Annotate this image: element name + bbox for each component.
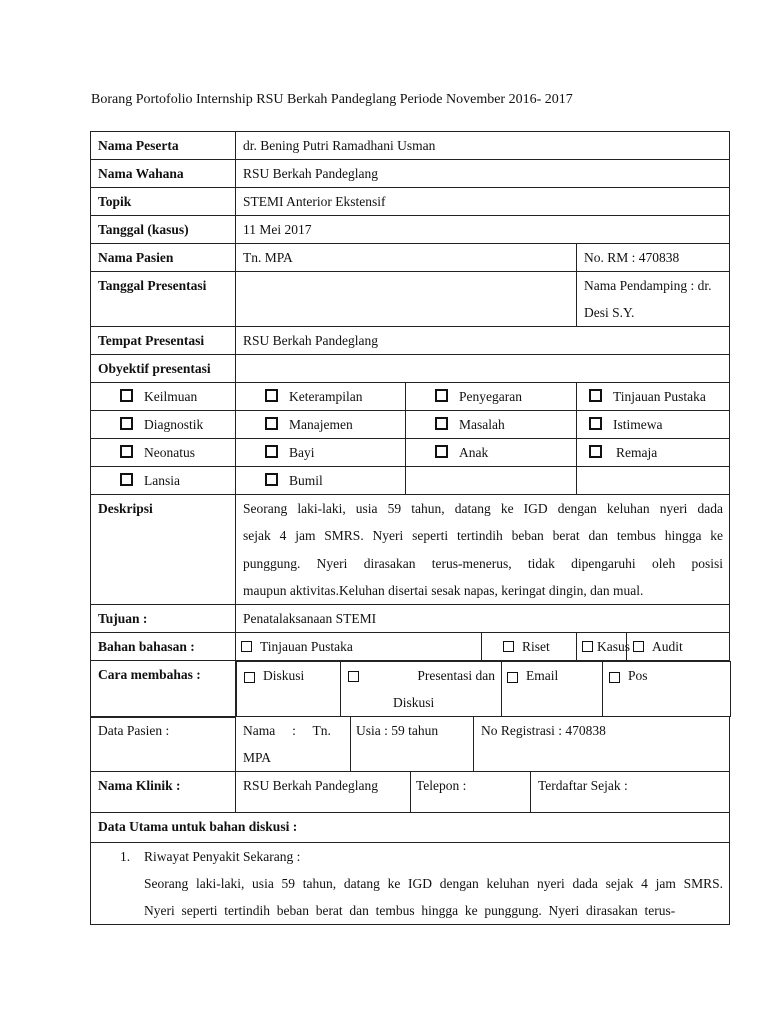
checkbox-remaja[interactable] <box>577 439 730 467</box>
data-pasien-label: Data Pasien : <box>91 717 236 772</box>
telepon: Telepon : <box>411 772 531 813</box>
deskripsi-text <box>236 495 730 605</box>
tujuan-label: Tujuan : <box>91 605 236 633</box>
checkbox-bahan-riset[interactable] <box>482 633 577 661</box>
tanggal-kasus-label: Tanggal (kasus) <box>91 216 236 244</box>
option-label: Email <box>526 668 559 684</box>
option-label: Masalah <box>459 417 505 432</box>
checkbox-icon[interactable] <box>120 473 133 486</box>
checkbox-bahan-tinjauan-pustaka[interactable] <box>236 633 482 661</box>
row-nama-pasien <box>91 244 730 272</box>
row-nama-peserta <box>91 132 730 160</box>
row-tujuan <box>91 605 730 633</box>
option-label: Anak <box>459 445 489 460</box>
deskripsi-line: maupun aktivitas.Keluhan disertai sesak napas, keringat dingin, dan mual. <box>243 582 644 598</box>
checkbox-bayi[interactable] <box>236 439 406 467</box>
option-label: Diskusi <box>263 668 305 684</box>
nama-wahana-label: Nama Wahana <box>91 160 236 188</box>
row-obyektif-4 <box>91 467 730 495</box>
nama-pendamping: Nama Pendamping : dr. Desi S.Y. <box>577 272 730 327</box>
checkbox-manajemen[interactable] <box>236 411 406 439</box>
row-topik <box>91 188 730 216</box>
checkbox-penyegaran[interactable] <box>406 383 577 411</box>
row-deskripsi <box>91 495 730 605</box>
checkbox-masalah[interactable] <box>406 411 577 439</box>
tujuan-value: Penatalaksanaan STEMI <box>236 605 730 633</box>
obyektif-label: Obyektif presentasi <box>91 355 236 383</box>
option-label: Riset <box>522 639 550 655</box>
checkbox-icon[interactable] <box>348 671 359 682</box>
nama-wahana-value: RSU Berkah Pandeglang <box>236 160 730 188</box>
checkbox-anak[interactable] <box>406 439 577 467</box>
tempat-presentasi-value: RSU Berkah Pandeglang <box>236 327 730 355</box>
option-label: Penyegaran <box>459 389 522 404</box>
option-label: Kasus <box>597 639 630 655</box>
row-nama-wahana <box>91 160 730 188</box>
nama-line: MPA <box>243 750 272 765</box>
no-rm: No. RM : 470838 <box>577 244 730 272</box>
checkbox-keilmuan[interactable] <box>91 383 236 411</box>
riwayat-line: Nyeri seperti tertindih beban berat dan tembus hingga ke punggung. Nyeri dirasakan terus- <box>144 903 676 918</box>
checkbox-icon[interactable] <box>435 445 448 458</box>
checkbox-icon[interactable] <box>589 417 602 430</box>
row-data-utama <box>91 813 730 843</box>
checkbox-icon[interactable] <box>589 389 602 402</box>
option-label: Audit <box>652 639 683 655</box>
option-label: Manajemen <box>289 417 353 432</box>
usia: Usia : 59 tahun <box>351 717 474 772</box>
checkbox-icon[interactable] <box>241 641 252 652</box>
row-obyektif-3 <box>91 439 730 467</box>
deskripsi-line: sejak 4 jam SMRS. Nyeri seperti tertindih beban berat dan tembus hingga ke <box>243 528 724 544</box>
cara-membahas-label: Cara membahas : <box>91 661 236 718</box>
checkbox-icon[interactable] <box>120 417 133 430</box>
option-label: Neonatus <box>144 445 195 460</box>
checkbox-icon[interactable] <box>265 389 278 402</box>
option-label: Bayi <box>289 445 315 460</box>
deskripsi-line: Seorang laki-laki, usia 59 tahun, datang ke IGD dengan keluhan nyeri dada <box>243 501 724 516</box>
checkbox-keterampilan[interactable] <box>236 383 406 411</box>
row-data-pasien <box>91 717 730 772</box>
checkbox-icon[interactable] <box>582 641 593 652</box>
option-label: Bumil <box>289 473 323 488</box>
terdaftar-sejak: Terdaftar Sejak : <box>531 772 730 813</box>
checkbox-tinjauan-pustaka[interactable] <box>577 383 730 411</box>
option-label: Presentasi dan <box>417 668 495 684</box>
checkbox-cara-pos[interactable] <box>603 662 731 717</box>
tanggal-presentasi-label: Tanggal Presentasi <box>91 272 236 327</box>
row-riwayat <box>91 843 730 925</box>
checkbox-icon[interactable] <box>503 641 514 652</box>
cara-membahas-subtable <box>236 661 731 717</box>
checkbox-bahan-audit[interactable] <box>627 633 730 661</box>
patient-data-table <box>90 716 730 925</box>
option-label: Istimewa <box>613 417 663 432</box>
checkbox-icon[interactable] <box>120 389 133 402</box>
nama-klinik-label: Nama Klinik : <box>91 772 236 813</box>
option-label: Lansia <box>144 473 180 488</box>
checkbox-bahan-kasus[interactable] <box>577 633 630 661</box>
checkbox-cara-presentasi[interactable] <box>341 662 502 717</box>
checkbox-neonatus[interactable] <box>91 439 236 467</box>
empty-cell <box>406 467 577 495</box>
checkbox-icon[interactable] <box>435 417 448 430</box>
riwayat-line: Seorang laki-laki, usia 59 tahun, datang ke IGD dengan keluhan nyeri dada sejak 4 jam SMRS. <box>144 876 723 891</box>
checkbox-icon[interactable] <box>265 445 278 458</box>
nama-line: Nama : Tn. <box>243 723 331 738</box>
riwayat-title: Riwayat Penyakit Sekarang : <box>144 849 301 864</box>
list-number: 1. <box>120 849 131 864</box>
option-label: Diagnostik <box>144 417 204 432</box>
checkbox-icon[interactable] <box>265 473 278 486</box>
topik-value: STEMI Anterior Ekstensif <box>236 188 730 216</box>
checkbox-icon[interactable] <box>244 672 255 683</box>
option-label: Tinjauan Pustaka <box>260 639 353 655</box>
riwayat-heading <box>98 843 723 870</box>
checkbox-icon[interactable] <box>633 641 644 652</box>
row-tanggal-kasus <box>91 216 730 244</box>
checkbox-icon[interactable] <box>435 389 448 402</box>
empty-cell <box>577 467 730 495</box>
deskripsi-label: Deskripsi <box>91 495 236 605</box>
row-tanggal-presentasi <box>91 272 730 327</box>
option-label: Tinjauan Pustaka <box>613 389 706 404</box>
checkbox-cara-diskusi[interactable] <box>237 662 341 717</box>
nama-pasien-cell <box>236 717 351 772</box>
no-registrasi: No Registrasi : 470838 <box>474 717 730 772</box>
nama-peserta-value: dr. Bening Putri Ramadhani Usman <box>236 132 730 160</box>
topik-label: Topik <box>91 188 236 216</box>
row-cara-membahas <box>91 661 730 718</box>
row-obyektif <box>91 355 730 383</box>
data-utama-label: Data Utama untuk bahan diskusi : <box>91 813 730 843</box>
nama-pasien-label: Nama Pasien <box>91 244 236 272</box>
option-label: Keilmuan <box>144 389 198 404</box>
deskripsi-line: punggung. Nyeri dirasakan terus-menerus, tidak dipengaruhi oleh posisi <box>243 555 724 571</box>
row-tempat-presentasi <box>91 327 730 355</box>
option-label: Keterampilan <box>289 389 363 404</box>
nama-peserta-label: Nama Peserta <box>91 132 236 160</box>
tempat-presentasi-label: Tempat Presentasi <box>91 327 236 355</box>
row-obyektif-1 <box>91 383 730 411</box>
nama-pasien-value: Tn. MPA <box>236 244 577 272</box>
checkbox-icon[interactable] <box>120 445 133 458</box>
nama-klinik-value: RSU Berkah Pandeglang <box>236 772 411 813</box>
checkbox-lansia[interactable] <box>91 467 236 495</box>
cara-membahas-options <box>236 661 730 718</box>
checkbox-icon[interactable] <box>265 417 278 430</box>
tanggal-kasus-value: 11 Mei 2017 <box>236 216 730 244</box>
option-label: Pos <box>628 668 648 684</box>
option-label-continued: Diskusi <box>393 695 435 711</box>
checkbox-icon[interactable] <box>589 445 602 458</box>
option-label: Remaja <box>616 445 658 460</box>
checkbox-diagnostik[interactable] <box>91 411 236 439</box>
document-header: Borang Portofolio Internship RSU Berkah Pandeglang Periode November 2016- 2017 <box>91 92 573 107</box>
checkbox-icon[interactable] <box>507 672 518 683</box>
row-nama-klinik <box>91 772 730 813</box>
row-bahan-bahasan <box>91 633 730 661</box>
checkbox-icon[interactable] <box>609 672 620 683</box>
tanggal-presentasi-value[interactable] <box>236 272 577 327</box>
row-obyektif-2 <box>91 411 730 439</box>
portfolio-form-table <box>90 131 730 718</box>
checkbox-bumil[interactable] <box>236 467 406 495</box>
bahan-bahasan-label: Bahan bahasan : <box>91 633 236 661</box>
checkbox-cara-email[interactable] <box>502 662 603 717</box>
checkbox-istimewa[interactable] <box>577 411 730 439</box>
obyektif-spacer <box>236 355 730 383</box>
riwayat-cell <box>91 843 730 925</box>
